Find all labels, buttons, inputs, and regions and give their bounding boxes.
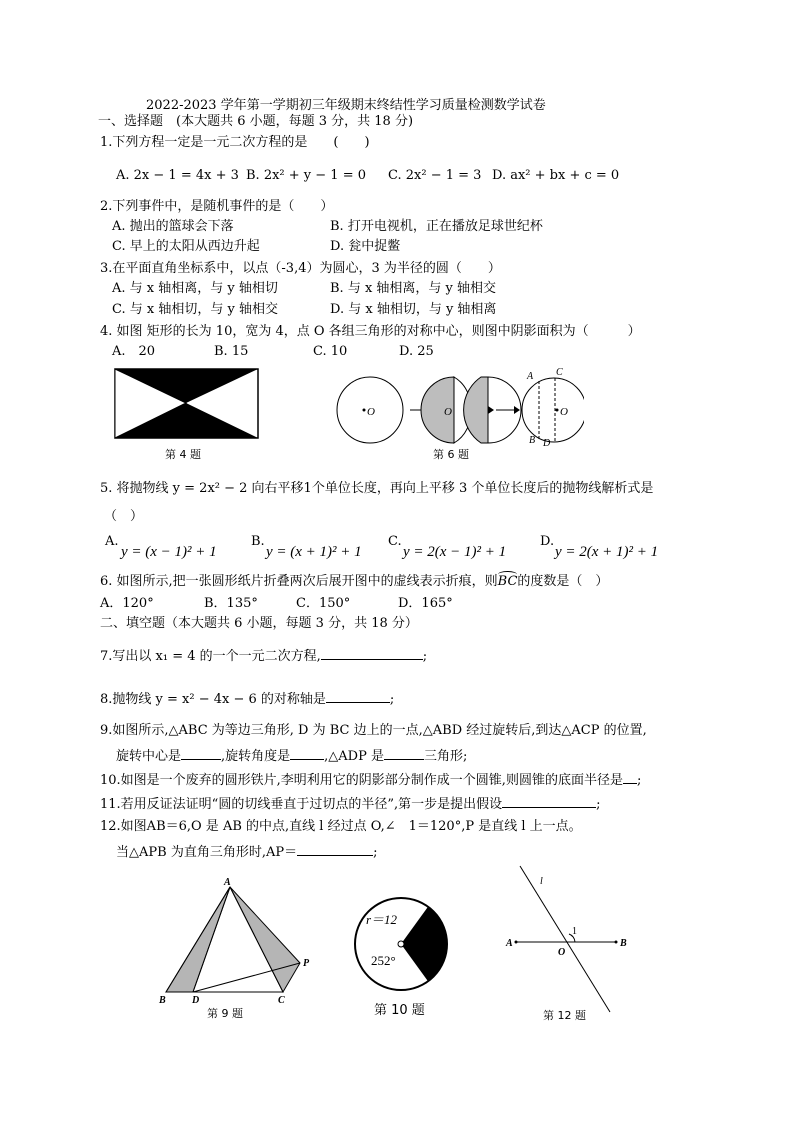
- q9-rotation-angle-label: ,旋转角度是: [221, 749, 291, 764]
- fig4-caption: 第 4 题: [165, 448, 201, 461]
- q11-line: [100, 795, 601, 813]
- q6-option-a: A．120°: [100, 596, 154, 611]
- fig9-label-d: D: [192, 995, 200, 1005]
- q8-line: [100, 690, 394, 708]
- q5-option-d: y = 2(x + 1)² + 1: [555, 544, 659, 560]
- q5-option-b-label: B.: [251, 534, 265, 549]
- q7-line: [100, 647, 427, 665]
- q2-stem: 2.下列事件中，是随机事件的是（ ）: [100, 199, 334, 214]
- fig12-line-l: [520, 866, 610, 1012]
- q1-option-b: B. 2x² + y − 1 = 0: [246, 168, 366, 183]
- q6-arc-label: BC: [497, 574, 518, 589]
- q5-option-a-label: A.: [105, 534, 119, 549]
- fig10-radius-label: r＝12: [366, 912, 398, 927]
- q7-end: ;: [422, 649, 428, 664]
- fig6-label-a: A: [527, 371, 534, 382]
- fig12-point-b: [615, 941, 618, 944]
- fig9-label-c: C: [278, 995, 285, 1005]
- fig12-label-l: l: [540, 876, 543, 887]
- q6-option-c: C．150°: [296, 596, 351, 611]
- section-heading-fill: 二、填空题（本大题共 6 小题，每题 3 分，共 18 分）: [100, 616, 418, 631]
- q5-paren: （ ）: [104, 509, 144, 524]
- q4-option-a: A. 20: [112, 344, 156, 359]
- q9-line2: [116, 747, 467, 765]
- q5-stem: 5. 将抛物线 y = 2x² − 2 向右平移1个单位长度，再向上平移 3 个单位长度后的抛物线解析式是: [100, 481, 654, 496]
- figure-q12: [500, 864, 640, 1014]
- q9-triangle-type-label: ,△ADP 是: [324, 749, 384, 764]
- q6-option-b: B．135°: [204, 596, 258, 611]
- fig6-label-c: C: [556, 367, 563, 378]
- q8-end: ;: [389, 692, 395, 707]
- fig9-caption: 第 9 题: [207, 1007, 243, 1020]
- q2-option-c: C. 早上的太阳从西边升起: [112, 239, 260, 254]
- q8-text: 8.抛物线 y = x² − 4x − 6 的对称轴是: [100, 692, 326, 707]
- q12-end: ;: [373, 845, 378, 860]
- q12-answer-blank[interactable]: [297, 843, 373, 856]
- fig6-arrowhead-2: [488, 406, 494, 414]
- q2-option-a: A. 抛出的篮球会下落: [112, 219, 234, 234]
- q12-text: 当△APB 为直角三角形时,AP＝: [116, 845, 298, 860]
- fig6-unfolded-circle: [522, 378, 584, 442]
- q1-option-a: A. 2x − 1 = 4x + 3: [116, 168, 239, 183]
- q9-blank-angle[interactable]: [290, 747, 324, 760]
- q3-option-d: D. 与 x 轴相切，与 y 轴相离: [330, 302, 497, 317]
- q2-option-b: B. 打开电视机，正在播放足球世纪杯: [330, 219, 543, 234]
- q9-blank-type[interactable]: [384, 747, 424, 760]
- fig6-unfolded-center: [556, 409, 559, 412]
- q4-option-c: C. 10: [313, 344, 348, 359]
- q11-text: 11.若用反证法证明“圆的切线垂直于过切点的半径”,第一步是提出假设: [100, 797, 503, 812]
- q11-answer-blank[interactable]: [502, 795, 596, 808]
- q3-option-b: B. 与 x 轴相离，与 y 轴相交: [330, 281, 497, 296]
- fig6-center-dot: [363, 409, 366, 412]
- q6-stem-pre: 6. 如图所示,把一张圆形纸片折叠两次后展开图中的虚线表示折痕，则: [100, 574, 498, 589]
- q9-rotation-center-label: 旋转中心是: [116, 749, 182, 764]
- q5-option-b: y = (x + 1)² + 1: [266, 544, 362, 560]
- fig6-label-o1: O: [367, 406, 375, 418]
- q6-stem-post: 的度数是（ ）: [517, 574, 609, 589]
- fig12-point-a: [515, 941, 518, 944]
- q11-end: ;: [596, 797, 601, 812]
- q1-option-c: C. 2x² − 1 = 3: [388, 168, 482, 183]
- fig9-triangle-acp: [230, 887, 300, 992]
- q8-answer-blank[interactable]: [326, 690, 390, 703]
- fig10-center: [398, 941, 404, 947]
- fig6-label-o3: O: [560, 406, 568, 418]
- fig12-label-a: A: [506, 938, 513, 949]
- q7-answer-blank[interactable]: [321, 647, 423, 660]
- fig9-label-p: P: [303, 958, 310, 969]
- q2-option-d: D. 瓮中捉鳖: [330, 239, 401, 254]
- q1-option-d: D. ax² + bx + c = 0: [492, 168, 620, 183]
- fig6-caption: 第 6 题: [433, 448, 469, 461]
- section-heading-choice: 一、选择题 (本大题共 6 小题，每题 3 分，共 18 分): [98, 114, 414, 129]
- fig6-quarter-fold: [464, 377, 488, 443]
- q9-end: 三角形;: [423, 749, 468, 764]
- q5-option-c: y = 2(x − 1)² + 1: [403, 544, 507, 560]
- fig6-arrowhead-3: [514, 406, 520, 414]
- figure-q9: [156, 875, 316, 1005]
- q1-stem: 1.下列方程一定是一元二次方程的是 ( ): [100, 135, 370, 150]
- q6-option-d: D．165°: [398, 596, 453, 611]
- fig9-label-a: A: [224, 877, 231, 888]
- q10-line: [100, 771, 641, 789]
- fig6-label-d: D: [543, 438, 551, 446]
- fig10-caption: 第 10 题: [374, 1003, 425, 1018]
- q3-option-c: C. 与 x 轴相切，与 y 轴相交: [112, 302, 278, 317]
- q9-blank-center[interactable]: [181, 747, 221, 760]
- fig12-label-b: B: [620, 938, 627, 949]
- q4-stem: 4. 如图 矩形的长为 10，宽为 4，点 O 各组三角形的对称中心，则图中阴影面积为（ ）: [100, 324, 641, 339]
- q3-option-a: A. 与 x 轴相离，与 y 轴相切: [112, 281, 278, 296]
- q9-line1: 9.如图所示,△ABC 为等边三角形, D 为 BC 边上的一点,△ABD 经过旋转后,到达△ACP 的位置,: [100, 723, 647, 738]
- fig12-label-angle-1: 1: [572, 926, 577, 937]
- fig4-label-o: O: [188, 412, 196, 424]
- q3-stem: 3.在平面直角坐标系中，以点（-3,4）为圆心，3 为半径的圆（ ）: [100, 261, 501, 276]
- fig12-caption: 第 12 题: [543, 1009, 586, 1022]
- fig6-label-b: B: [529, 435, 536, 446]
- q6-stem: [100, 574, 608, 590]
- figure-q4: [114, 368, 260, 440]
- fig9-label-b: B: [159, 995, 166, 1005]
- q12-line2: [116, 843, 377, 861]
- fig12-label-o: O: [558, 947, 566, 958]
- figure-q6: [328, 366, 584, 446]
- q4-option-d: D. 25: [399, 344, 434, 359]
- figure-q10: [352, 892, 462, 998]
- q10-end: ;: [636, 773, 642, 788]
- q12-line1: 12.如图AB＝6,O 是 AB 的中点,直线 l 经过点 O,∠ 1＝120°,P 是直线 l 上一点。: [100, 819, 582, 834]
- exam-title: 2022-2023 学年第一学期初三年级期末终结性学习质量检测数学试卷: [146, 98, 546, 113]
- fig6-label-o2: O: [444, 406, 452, 418]
- q4-option-b: B. 15: [214, 344, 249, 359]
- q5-option-a: y = (x − 1)² + 1: [121, 544, 217, 560]
- q6-arc-bc: [498, 574, 518, 590]
- q7-text: 7.写出以 x₁ = 4 的一个一元二次方程,: [100, 649, 321, 664]
- q10-text: 10.如图是一个废弃的圆形铁片,李明利用它的阴影部分制作成一个圆锥,则圆锥的底面半径是: [100, 773, 623, 788]
- q10-answer-blank[interactable]: [623, 771, 637, 784]
- fig10-angle-label: 252°: [371, 953, 396, 968]
- q5-option-d-label: D.: [540, 534, 555, 549]
- q5-option-c-label: C.: [388, 534, 402, 549]
